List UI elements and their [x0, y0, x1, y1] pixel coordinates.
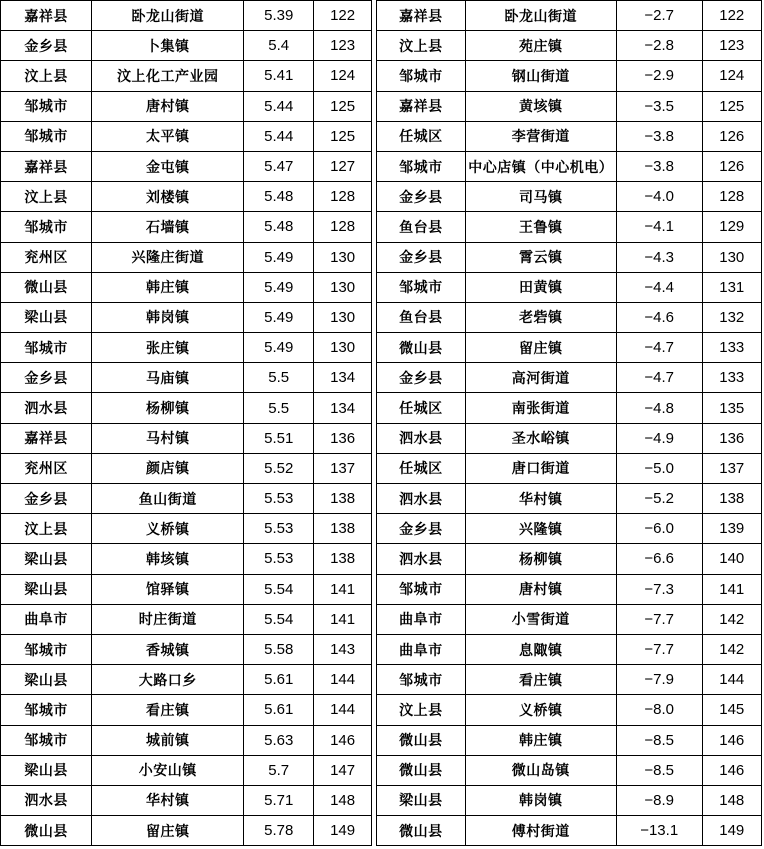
- rank-cell: 123: [702, 31, 761, 61]
- rank-cell: 130: [314, 302, 372, 332]
- table-row: [1, 302, 372, 332]
- table-row: [1, 453, 372, 483]
- value-cell: 5.48: [244, 212, 314, 242]
- table-row: [377, 665, 762, 695]
- town-cell: 留庄镇: [465, 333, 616, 363]
- town-cell: 华村镇: [465, 484, 616, 514]
- county-cell: 邹城市: [377, 272, 466, 302]
- table-row: [1, 242, 372, 272]
- table-row: [1, 484, 372, 514]
- rank-cell: 130: [702, 242, 761, 272]
- value-cell: 5.44: [244, 91, 314, 121]
- value-cell: 5.49: [244, 242, 314, 272]
- table-row: [1, 182, 372, 212]
- county-cell: 曲阜市: [377, 634, 466, 664]
- town-cell: 圣水峪镇: [465, 423, 616, 453]
- town-cell: 时庄街道: [92, 604, 244, 634]
- value-cell: −8.5: [616, 725, 702, 755]
- rank-cell: 128: [314, 182, 372, 212]
- rank-cell: 142: [702, 634, 761, 664]
- value-cell: −3.8: [616, 151, 702, 181]
- rank-cell: 130: [314, 333, 372, 363]
- value-cell: 5.7: [244, 755, 314, 785]
- town-cell: 颜店镇: [92, 453, 244, 483]
- value-cell: 5.44: [244, 121, 314, 151]
- table-row: [1, 725, 372, 755]
- table-row: [1, 393, 372, 423]
- town-cell: 汶上化工产业园: [92, 61, 244, 91]
- county-cell: 任城区: [377, 121, 466, 151]
- town-cell: 卜集镇: [92, 31, 244, 61]
- table-row: [377, 755, 762, 785]
- county-cell: 曲阜市: [1, 604, 92, 634]
- town-cell: 小雪街道: [465, 604, 616, 634]
- rank-cell: 138: [702, 484, 761, 514]
- value-cell: −5.2: [616, 484, 702, 514]
- town-cell: 韩庄镇: [465, 725, 616, 755]
- rank-cell: 143: [314, 634, 372, 664]
- town-cell: 韩岗镇: [465, 785, 616, 815]
- town-cell: 王鲁镇: [465, 212, 616, 242]
- value-cell: −4.4: [616, 272, 702, 302]
- table-row: [377, 151, 762, 181]
- table-row: [377, 604, 762, 634]
- county-cell: 邹城市: [377, 574, 466, 604]
- table-row: [377, 393, 762, 423]
- table-row: [377, 182, 762, 212]
- county-cell: 曲阜市: [377, 604, 466, 634]
- town-cell: 唐村镇: [92, 91, 244, 121]
- county-cell: 汶上县: [377, 695, 466, 725]
- rank-cell: 138: [314, 514, 372, 544]
- table-row: [377, 1, 762, 31]
- table-row: [377, 121, 762, 151]
- table-row: [1, 634, 372, 664]
- county-cell: 金乡县: [377, 363, 466, 393]
- county-cell: 微山县: [377, 725, 466, 755]
- county-cell: 邹城市: [1, 725, 92, 755]
- county-cell: 泗水县: [1, 785, 92, 815]
- value-cell: −7.3: [616, 574, 702, 604]
- value-cell: 5.47: [244, 151, 314, 181]
- town-cell: 韩庄镇: [92, 272, 244, 302]
- table-row: [1, 333, 372, 363]
- county-cell: 嘉祥县: [1, 1, 92, 31]
- table-row: [377, 212, 762, 242]
- rank-cell: 136: [314, 423, 372, 453]
- county-cell: 嘉祥县: [1, 423, 92, 453]
- county-cell: 泗水县: [377, 484, 466, 514]
- town-cell: 兴隆镇: [465, 514, 616, 544]
- value-cell: −13.1: [616, 816, 702, 846]
- value-cell: 5.49: [244, 302, 314, 332]
- rank-cell: 131: [702, 272, 761, 302]
- town-cell: 傅村街道: [465, 816, 616, 846]
- value-cell: −7.9: [616, 665, 702, 695]
- left-ranking-table: [0, 0, 372, 846]
- value-cell: 5.49: [244, 272, 314, 302]
- county-cell: 微山县: [377, 755, 466, 785]
- town-cell: 黄垓镇: [465, 91, 616, 121]
- rank-cell: 144: [702, 665, 761, 695]
- county-cell: 梁山县: [1, 665, 92, 695]
- rank-cell: 125: [314, 121, 372, 151]
- table-row: [377, 423, 762, 453]
- county-cell: 嘉祥县: [377, 91, 466, 121]
- table-row: [377, 785, 762, 815]
- town-cell: 微山岛镇: [465, 755, 616, 785]
- table-row: [377, 242, 762, 272]
- county-cell: 鱼台县: [377, 212, 466, 242]
- value-cell: −7.7: [616, 634, 702, 664]
- value-cell: −4.3: [616, 242, 702, 272]
- value-cell: −4.7: [616, 333, 702, 363]
- town-cell: 看庄镇: [92, 695, 244, 725]
- table-row: [377, 725, 762, 755]
- rank-cell: 139: [702, 514, 761, 544]
- county-cell: 汶上县: [1, 514, 92, 544]
- town-cell: 韩岗镇: [92, 302, 244, 332]
- county-cell: 梁山县: [1, 302, 92, 332]
- rank-cell: 142: [702, 604, 761, 634]
- town-cell: 金屯镇: [92, 151, 244, 181]
- table-row: [1, 363, 372, 393]
- table-row: [1, 1, 372, 31]
- table-row: [377, 363, 762, 393]
- town-cell: 田黄镇: [465, 272, 616, 302]
- county-cell: 兖州区: [1, 242, 92, 272]
- county-cell: 梁山县: [377, 785, 466, 815]
- town-cell: 张庄镇: [92, 333, 244, 363]
- town-cell: 华村镇: [92, 785, 244, 815]
- town-cell: 刘楼镇: [92, 182, 244, 212]
- town-cell: 唐口街道: [465, 453, 616, 483]
- county-cell: 金乡县: [377, 182, 466, 212]
- rank-cell: 128: [314, 212, 372, 242]
- value-cell: −4.8: [616, 393, 702, 423]
- town-cell: 息陬镇: [465, 634, 616, 664]
- table-row: [1, 121, 372, 151]
- county-cell: 汶上县: [377, 31, 466, 61]
- table-row: [377, 91, 762, 121]
- town-cell: 香城镇: [92, 634, 244, 664]
- county-cell: 兖州区: [1, 453, 92, 483]
- rank-cell: 122: [314, 1, 372, 31]
- value-cell: 5.51: [244, 423, 314, 453]
- table-row: [1, 574, 372, 604]
- rank-cell: 136: [702, 423, 761, 453]
- county-cell: 微山县: [377, 333, 466, 363]
- rank-cell: 149: [314, 816, 372, 846]
- value-cell: 5.48: [244, 182, 314, 212]
- rank-cell: 145: [702, 695, 761, 725]
- right-table-body: [377, 1, 762, 846]
- value-cell: −3.5: [616, 91, 702, 121]
- table-row: [1, 212, 372, 242]
- county-cell: 嘉祥县: [1, 151, 92, 181]
- table-row: [1, 514, 372, 544]
- rank-cell: 140: [702, 544, 761, 574]
- value-cell: 5.61: [244, 665, 314, 695]
- value-cell: −3.8: [616, 121, 702, 151]
- town-cell: 卧龙山街道: [92, 1, 244, 31]
- table-row: [1, 604, 372, 634]
- value-cell: −2.9: [616, 61, 702, 91]
- rank-cell: 146: [702, 725, 761, 755]
- rank-cell: 130: [314, 272, 372, 302]
- table-row: [1, 423, 372, 453]
- rank-cell: 126: [702, 121, 761, 151]
- value-cell: 5.61: [244, 695, 314, 725]
- rank-cell: 127: [314, 151, 372, 181]
- table-row: [1, 785, 372, 815]
- rank-cell: 124: [702, 61, 761, 91]
- town-cell: 高河街道: [465, 363, 616, 393]
- value-cell: 5.49: [244, 333, 314, 363]
- value-cell: −4.7: [616, 363, 702, 393]
- table-row: [1, 665, 372, 695]
- value-cell: −2.8: [616, 31, 702, 61]
- rank-cell: 133: [702, 363, 761, 393]
- value-cell: −6.0: [616, 514, 702, 544]
- value-cell: −8.9: [616, 785, 702, 815]
- town-cell: 看庄镇: [465, 665, 616, 695]
- town-cell: 义桥镇: [92, 514, 244, 544]
- rank-cell: 141: [702, 574, 761, 604]
- table-row: [377, 816, 762, 846]
- value-cell: 5.53: [244, 514, 314, 544]
- table-row: [377, 634, 762, 664]
- town-cell: 苑庄镇: [465, 31, 616, 61]
- rank-cell: 144: [314, 665, 372, 695]
- table-row: [1, 695, 372, 725]
- value-cell: 5.78: [244, 816, 314, 846]
- rank-cell: 141: [314, 574, 372, 604]
- value-cell: 5.58: [244, 634, 314, 664]
- rank-cell: 133: [702, 333, 761, 363]
- county-cell: 邹城市: [1, 634, 92, 664]
- rank-cell: 137: [702, 453, 761, 483]
- county-cell: 金乡县: [1, 484, 92, 514]
- town-cell: 韩垓镇: [92, 544, 244, 574]
- town-cell: 小安山镇: [92, 755, 244, 785]
- county-cell: 金乡县: [1, 31, 92, 61]
- county-cell: 任城区: [377, 453, 466, 483]
- rank-cell: 129: [702, 212, 761, 242]
- value-cell: 5.54: [244, 574, 314, 604]
- rank-cell: 146: [702, 755, 761, 785]
- county-cell: 金乡县: [1, 363, 92, 393]
- county-cell: 任城区: [377, 393, 466, 423]
- table-row: [377, 544, 762, 574]
- town-cell: 司马镇: [465, 182, 616, 212]
- county-cell: 邹城市: [1, 333, 92, 363]
- value-cell: 5.5: [244, 393, 314, 423]
- table-row: [1, 151, 372, 181]
- town-cell: 太平镇: [92, 121, 244, 151]
- county-cell: 梁山县: [1, 574, 92, 604]
- rank-cell: 134: [314, 393, 372, 423]
- value-cell: 5.5: [244, 363, 314, 393]
- town-cell: 杨柳镇: [465, 544, 616, 574]
- rank-cell: 138: [314, 484, 372, 514]
- rank-cell: 148: [314, 785, 372, 815]
- county-cell: 梁山县: [1, 755, 92, 785]
- town-cell: 兴隆庄街道: [92, 242, 244, 272]
- county-cell: 微山县: [1, 272, 92, 302]
- rank-cell: 128: [702, 182, 761, 212]
- rank-cell: 137: [314, 453, 372, 483]
- value-cell: −4.6: [616, 302, 702, 332]
- town-cell: 中心店镇（中心机电）: [465, 151, 616, 181]
- town-cell: 钢山街道: [465, 61, 616, 91]
- table-row: [1, 272, 372, 302]
- rank-cell: 138: [314, 544, 372, 574]
- value-cell: −7.7: [616, 604, 702, 634]
- value-cell: 5.54: [244, 604, 314, 634]
- town-cell: 李营街道: [465, 121, 616, 151]
- rank-cell: 135: [702, 393, 761, 423]
- county-cell: 邹城市: [1, 695, 92, 725]
- rank-cell: 144: [314, 695, 372, 725]
- county-cell: 嘉祥县: [377, 1, 466, 31]
- value-cell: −4.9: [616, 423, 702, 453]
- town-cell: 老砦镇: [465, 302, 616, 332]
- town-cell: 馆驿镇: [92, 574, 244, 604]
- rank-cell: 132: [702, 302, 761, 332]
- table-row: [377, 272, 762, 302]
- table-row: [377, 695, 762, 725]
- town-cell: 马村镇: [92, 423, 244, 453]
- value-cell: −5.0: [616, 453, 702, 483]
- table-row: [1, 31, 372, 61]
- table-row: [1, 61, 372, 91]
- value-cell: 5.4: [244, 31, 314, 61]
- county-cell: 梁山县: [1, 544, 92, 574]
- town-cell: 马庙镇: [92, 363, 244, 393]
- value-cell: 5.52: [244, 453, 314, 483]
- value-cell: 5.41: [244, 61, 314, 91]
- rank-cell: 149: [702, 816, 761, 846]
- town-cell: 义桥镇: [465, 695, 616, 725]
- table-row: [1, 91, 372, 121]
- rank-cell: 130: [314, 242, 372, 272]
- county-cell: 金乡县: [377, 514, 466, 544]
- value-cell: 5.53: [244, 484, 314, 514]
- town-cell: 卧龙山街道: [465, 1, 616, 31]
- rank-cell: 146: [314, 725, 372, 755]
- town-cell: 杨柳镇: [92, 393, 244, 423]
- value-cell: 5.71: [244, 785, 314, 815]
- rank-cell: 141: [314, 604, 372, 634]
- town-cell: 留庄镇: [92, 816, 244, 846]
- town-cell: 鱼山街道: [92, 484, 244, 514]
- county-cell: 邹城市: [377, 151, 466, 181]
- value-cell: 5.53: [244, 544, 314, 574]
- county-cell: 汶上县: [1, 182, 92, 212]
- right-ranking-table: [376, 0, 762, 846]
- county-cell: 邹城市: [377, 665, 466, 695]
- table-row: [377, 61, 762, 91]
- value-cell: −6.6: [616, 544, 702, 574]
- town-cell: 霄云镇: [465, 242, 616, 272]
- rank-cell: 123: [314, 31, 372, 61]
- rank-cell: 124: [314, 61, 372, 91]
- rank-cell: 126: [702, 151, 761, 181]
- rank-cell: 148: [702, 785, 761, 815]
- county-cell: 泗水县: [377, 544, 466, 574]
- value-cell: −4.1: [616, 212, 702, 242]
- county-cell: 鱼台县: [377, 302, 466, 332]
- rank-cell: 122: [702, 1, 761, 31]
- rank-cell: 125: [702, 91, 761, 121]
- town-cell: 唐村镇: [465, 574, 616, 604]
- county-cell: 金乡县: [377, 242, 466, 272]
- table-row: [377, 302, 762, 332]
- table-row: [377, 453, 762, 483]
- table-row: [377, 574, 762, 604]
- rank-cell: 147: [314, 755, 372, 785]
- table-row: [377, 31, 762, 61]
- county-cell: 泗水县: [1, 393, 92, 423]
- county-cell: 汶上县: [1, 61, 92, 91]
- table-row: [1, 816, 372, 846]
- table-row: [1, 755, 372, 785]
- left-table-body: [1, 1, 372, 846]
- town-cell: 石墙镇: [92, 212, 244, 242]
- county-cell: 邹城市: [1, 91, 92, 121]
- value-cell: −2.7: [616, 1, 702, 31]
- town-cell: 南张街道: [465, 393, 616, 423]
- county-cell: 微山县: [1, 816, 92, 846]
- rank-cell: 125: [314, 91, 372, 121]
- county-cell: 邹城市: [1, 121, 92, 151]
- value-cell: −4.0: [616, 182, 702, 212]
- county-cell: 邹城市: [377, 61, 466, 91]
- value-cell: 5.39: [244, 1, 314, 31]
- value-cell: 5.63: [244, 725, 314, 755]
- county-cell: 微山县: [377, 816, 466, 846]
- rank-cell: 134: [314, 363, 372, 393]
- table-row: [377, 333, 762, 363]
- town-cell: 大路口乡: [92, 665, 244, 695]
- county-cell: 邹城市: [1, 212, 92, 242]
- town-cell: 城前镇: [92, 725, 244, 755]
- table-row: [377, 484, 762, 514]
- table-row: [377, 514, 762, 544]
- county-cell: 泗水县: [377, 423, 466, 453]
- table-row: [1, 544, 372, 574]
- value-cell: −8.0: [616, 695, 702, 725]
- value-cell: −8.5: [616, 755, 702, 785]
